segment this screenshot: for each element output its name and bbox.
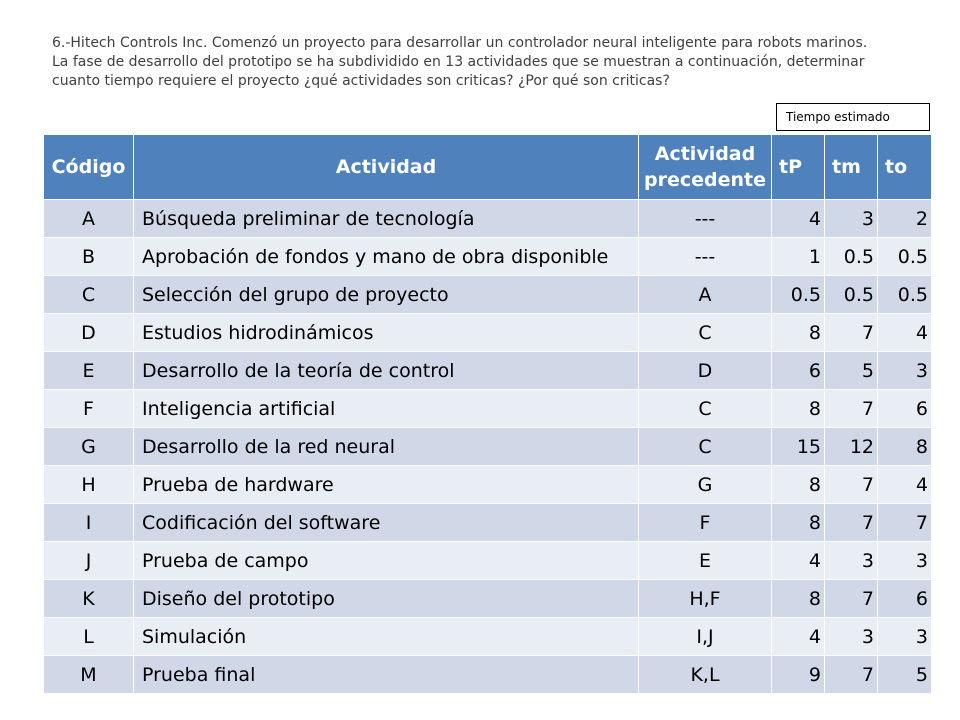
cell-to: 2 <box>878 200 932 238</box>
table-row <box>44 428 932 466</box>
cell-tp: 8 <box>772 390 825 428</box>
cell-code: H <box>44 466 134 504</box>
cell-tp: 8 <box>772 466 825 504</box>
cell-predecessor: A <box>639 276 772 314</box>
cell-code: E <box>44 352 134 390</box>
header-predecessor: Actividad precedente <box>639 135 772 200</box>
cell-tp: 0.5 <box>772 276 825 314</box>
cell-activity: Prueba de hardware <box>134 466 639 504</box>
table-row <box>44 276 932 314</box>
cell-tm: 0.5 <box>825 276 878 314</box>
cell-tp: 1 <box>772 238 825 276</box>
cell-activity: Estudios hidrodinámicos <box>134 314 639 352</box>
table-row <box>44 580 932 618</box>
cell-activity: Desarrollo de la red neural <box>134 428 639 466</box>
cell-to: 6 <box>878 390 932 428</box>
header-activity: Actividad <box>134 135 639 200</box>
cell-to: 4 <box>878 314 932 352</box>
cell-tm: 3 <box>825 618 878 656</box>
cell-tp: 8 <box>772 504 825 542</box>
cell-tm: 7 <box>825 580 878 618</box>
cell-predecessor: I,J <box>639 618 772 656</box>
cell-tp: 6 <box>772 352 825 390</box>
cell-activity: Desarrollo de la teoría de control <box>134 352 639 390</box>
cell-activity: Prueba de campo <box>134 542 639 580</box>
cell-code: G <box>44 428 134 466</box>
cell-to: 0.5 <box>878 238 932 276</box>
cell-code: B <box>44 238 134 276</box>
cell-tm: 0.5 <box>825 238 878 276</box>
cell-tp: 15 <box>772 428 825 466</box>
cell-code: L <box>44 618 134 656</box>
cell-activity: Inteligencia artificial <box>134 390 639 428</box>
cell-activity: Prueba final <box>134 656 639 694</box>
cell-activity: Diseño del prototipo <box>134 580 639 618</box>
cell-to: 6 <box>878 580 932 618</box>
cell-predecessor: H,F <box>639 580 772 618</box>
cell-tp: 4 <box>772 542 825 580</box>
cell-predecessor: --- <box>639 238 772 276</box>
problem-line-2: La fase de desarrollo del prototipo se ha subdividido en 13 actividades que se muestran a continuación, determinar <box>52 54 865 70</box>
cell-to: 3 <box>878 542 932 580</box>
cell-tp: 8 <box>772 580 825 618</box>
header-to: to <box>878 135 932 200</box>
cell-to: 3 <box>878 618 932 656</box>
cell-tm: 7 <box>825 504 878 542</box>
table-row <box>44 656 932 694</box>
cell-activity: Codificación del software <box>134 504 639 542</box>
table-row <box>44 390 932 428</box>
activities-table <box>43 134 932 694</box>
cell-predecessor: K,L <box>639 656 772 694</box>
cell-to: 5 <box>878 656 932 694</box>
cell-activity: Selección del grupo de proyecto <box>134 276 639 314</box>
header-code: Código <box>44 135 134 200</box>
cell-tm: 7 <box>825 466 878 504</box>
cell-tm: 12 <box>825 428 878 466</box>
table-body <box>44 200 932 694</box>
cell-tm: 7 <box>825 390 878 428</box>
header-tm: tm <box>825 135 878 200</box>
problem-line-1: 6.-Hitech Controls Inc. Comenzó un proyecto para desarrollar un controlador neural inteligente para robots marinos. <box>52 35 868 51</box>
cell-predecessor: D <box>639 352 772 390</box>
cell-predecessor: --- <box>639 200 772 238</box>
problem-line-3: cuanto tiempo requiere el proyecto ¿qué actividades son criticas? ¿Por qué son criticas? <box>52 73 670 89</box>
cell-to: 0.5 <box>878 276 932 314</box>
cell-predecessor: G <box>639 466 772 504</box>
cell-tp: 4 <box>772 618 825 656</box>
cell-tm: 7 <box>825 314 878 352</box>
cell-to: 4 <box>878 466 932 504</box>
cell-tm: 7 <box>825 656 878 694</box>
table-row <box>44 352 932 390</box>
table-row <box>44 504 932 542</box>
table-header-row <box>44 135 932 200</box>
cell-tm: 3 <box>825 200 878 238</box>
cell-code: C <box>44 276 134 314</box>
cell-predecessor: C <box>639 428 772 466</box>
table-row <box>44 238 932 276</box>
cell-code: D <box>44 314 134 352</box>
cell-code: F <box>44 390 134 428</box>
cell-code: M <box>44 656 134 694</box>
cell-predecessor: F <box>639 504 772 542</box>
cell-predecessor: C <box>639 390 772 428</box>
cell-to: 8 <box>878 428 932 466</box>
cell-code: K <box>44 580 134 618</box>
table-row <box>44 200 932 238</box>
cell-tp: 4 <box>772 200 825 238</box>
header-tp: tP <box>772 135 825 200</box>
cell-activity: Simulación <box>134 618 639 656</box>
cell-to: 7 <box>878 504 932 542</box>
table-row <box>44 314 932 352</box>
cell-predecessor: C <box>639 314 772 352</box>
table-row <box>44 618 932 656</box>
cell-tm: 5 <box>825 352 878 390</box>
problem-statement <box>52 34 952 91</box>
cell-predecessor: E <box>639 542 772 580</box>
cell-tp: 8 <box>772 314 825 352</box>
cell-code: J <box>44 542 134 580</box>
estimated-time-label: Tiempo estimado <box>776 103 930 131</box>
cell-tm: 3 <box>825 542 878 580</box>
cell-activity: Aprobación de fondos y mano de obra disponible <box>134 238 639 276</box>
table-row <box>44 542 932 580</box>
cell-tp: 9 <box>772 656 825 694</box>
cell-code: A <box>44 200 134 238</box>
cell-code: I <box>44 504 134 542</box>
table-row <box>44 466 932 504</box>
cell-to: 3 <box>878 352 932 390</box>
cell-activity: Búsqueda preliminar de tecnología <box>134 200 639 238</box>
